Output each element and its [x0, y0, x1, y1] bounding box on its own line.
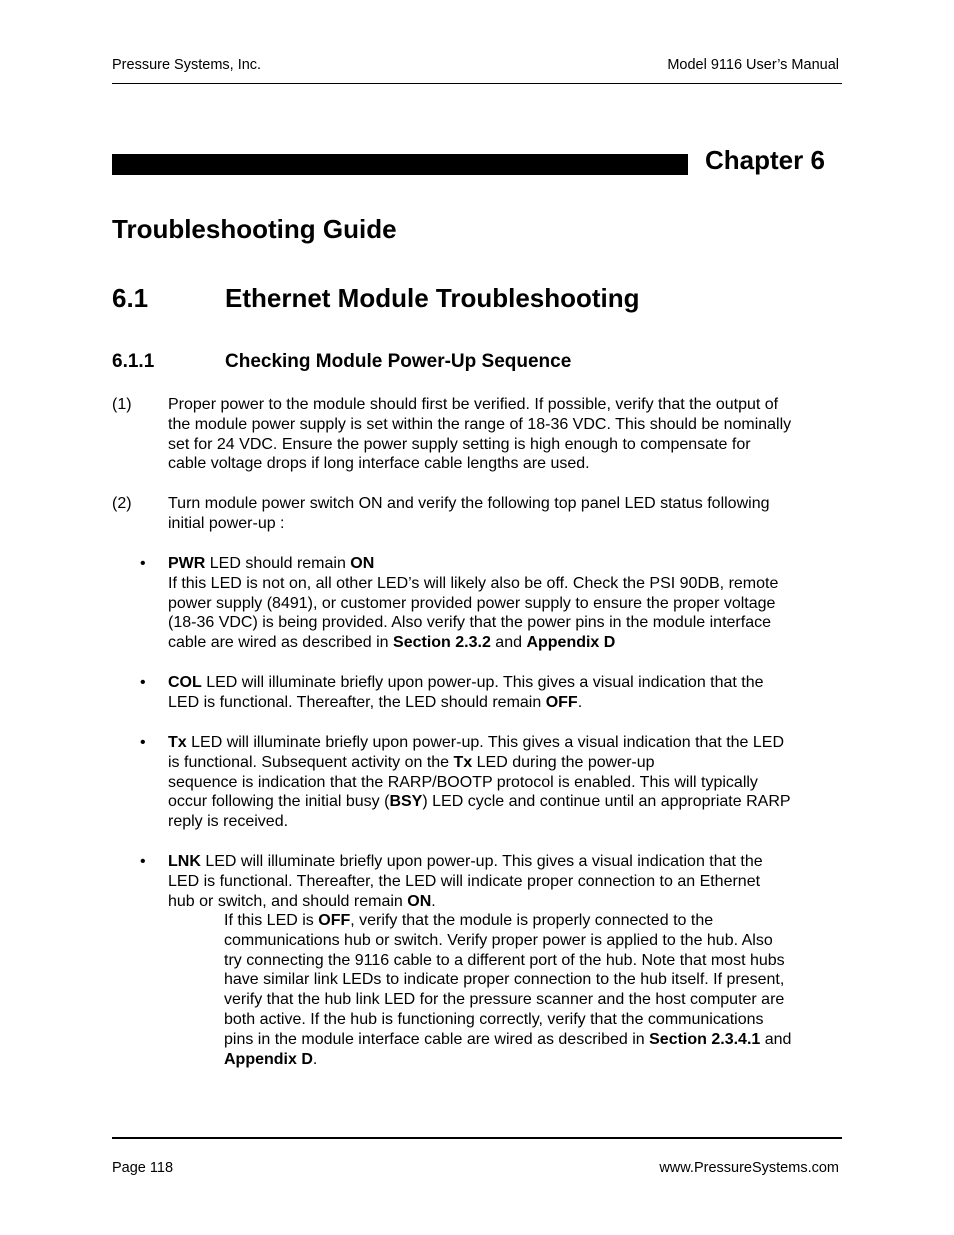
bullet-line: sequence is indication that the RARP/BOOTP protocol is enabled. This will typically — [168, 773, 758, 791]
section-title: Ethernet Module Troubleshooting — [225, 283, 640, 313]
bullet-text: , verify that the module is properly connected to the — [350, 912, 714, 929]
step-text — [168, 395, 844, 474]
bullet-tx — [168, 733, 844, 832]
bullet-text: LED is functional. Thereafter, the LED should remain — [168, 693, 546, 711]
step-line: Proper power to the module should first be verified. If possible, verify that the output of — [168, 396, 779, 413]
bullet-text: ) LED cycle and continue until an appropriate RARP — [422, 793, 791, 811]
bullet-line: power supply (8491), or customer provided power supply to ensure the proper voltage — [168, 594, 776, 612]
led-state: ON — [350, 555, 375, 572]
bullet-dot: • — [140, 555, 146, 572]
footer-website: www.PressureSystems.com — [659, 1160, 839, 1176]
bullet-text: If this LED is — [224, 912, 319, 929]
led-name-col: COL — [168, 674, 202, 691]
bullet-text: LED will illuminate briefly upon power-up. This gives a visual indication that the — [200, 853, 763, 870]
bullet-dot: • — [140, 853, 146, 870]
footer-divider — [112, 1137, 842, 1139]
bullet-text: pins in the module interface cable are wired as described in — [224, 1030, 650, 1048]
subsection-title: Checking Module Power-Up Sequence — [225, 351, 572, 372]
led-name-tx: Tx — [453, 753, 473, 771]
led-name-bsy: BSY — [389, 793, 423, 811]
chapter-title: Troubleshooting Guide — [112, 214, 397, 244]
bullet-dot: • — [140, 674, 146, 691]
led-state: OFF — [318, 912, 351, 929]
bullet-text: . — [431, 892, 436, 910]
bullet-text: cable are wired as described in — [168, 634, 394, 652]
bullet-text: LED should remain — [205, 555, 351, 572]
subsection-number: 6.1.1 — [112, 351, 155, 372]
chapter-label: Chapter 6 — [705, 145, 825, 175]
bullet-text: . — [312, 1050, 318, 1068]
step-line: Turn module power switch ON and verify the following top panel LED status following — [168, 495, 770, 512]
section-number: 6.1 — [112, 283, 149, 313]
step-line: initial power-up : — [168, 514, 285, 532]
led-name-tx: Tx — [168, 734, 187, 751]
bullet-text: . — [577, 693, 583, 711]
bullet-line: verify that the hub link LED for the pressure scanner and the host computer are — [224, 991, 785, 1009]
section-reference: Section 2.3.2 — [393, 634, 491, 652]
lnk-off-guidance — [224, 911, 844, 1069]
bullet-text: hub or switch, and should remain — [168, 892, 408, 910]
appendix-reference: Appendix D — [224, 1050, 313, 1068]
bullet-text: LED will illuminate briefly upon power-up. This gives a visual indication that the — [201, 674, 764, 691]
bullet-pwr — [168, 554, 844, 653]
bullet-line: reply is received. — [168, 813, 289, 831]
bullet-text: is functional. Subsequent activity on the — [168, 753, 454, 771]
led-state: OFF — [545, 693, 578, 711]
header-manual-title: Model 9116 User’s Manual — [667, 57, 839, 73]
step-number: (2) — [112, 495, 132, 512]
bullet-line: (18-36 VDC) is being provided. Also verify that the power pins in the module interface — [168, 614, 771, 632]
bullet-line: LED is functional. Thereafter, the LED will indicate proper connection to an Ethernet — [168, 872, 761, 890]
bullet-text: and — [760, 1030, 792, 1048]
bullet-line: If this LED is not on, all other LED’s will likely also be off. Check the PSI 90DB, remote — [168, 574, 779, 592]
bullet-text: LED will illuminate briefly upon power-up. This gives a visual indication that the LED — [186, 734, 785, 751]
bullet-line: have similar link LEDs to indicate proper connection to the hub itself. If present, — [224, 971, 785, 989]
step-line: cable voltage drops if long interface cable lengths are used. — [168, 455, 590, 473]
bullet-lnk — [168, 852, 844, 911]
bullet-line: both active. If the hub is functioning correctly, verify that the communications — [224, 1010, 764, 1028]
bullet-dot: • — [140, 734, 146, 751]
bullet-line: try connecting the 9116 cable to a different port of the hub. Note that most hubs — [224, 951, 785, 969]
bullet-col — [168, 673, 844, 713]
step-number: (1) — [112, 396, 132, 413]
led-state: ON — [407, 892, 432, 910]
step-text — [168, 494, 844, 534]
step-line: the module power supply is set within the range of 18-36 VDC. This should be nominally — [168, 415, 792, 433]
section-reference: Section 2.3.4.1 — [649, 1030, 761, 1048]
step-line: set for 24 VDC. Ensure the power supply setting is high enough to compensate for — [168, 435, 751, 453]
bullet-line: communications hub or switch. Verify proper power is applied to the hub. Also — [224, 931, 773, 949]
led-name-lnk: LNK — [168, 853, 201, 870]
header-divider — [112, 83, 842, 84]
bullet-text: occur following the initial busy ( — [168, 793, 390, 811]
chapter-bar — [112, 154, 688, 175]
led-name-pwr: PWR — [168, 555, 206, 572]
bullet-text: LED during the power-up — [472, 753, 655, 771]
appendix-reference: Appendix D — [526, 634, 616, 652]
footer-page-number: Page 118 — [112, 1160, 174, 1176]
bullet-text: and — [490, 634, 527, 652]
header-company: Pressure Systems, Inc. — [112, 57, 262, 73]
